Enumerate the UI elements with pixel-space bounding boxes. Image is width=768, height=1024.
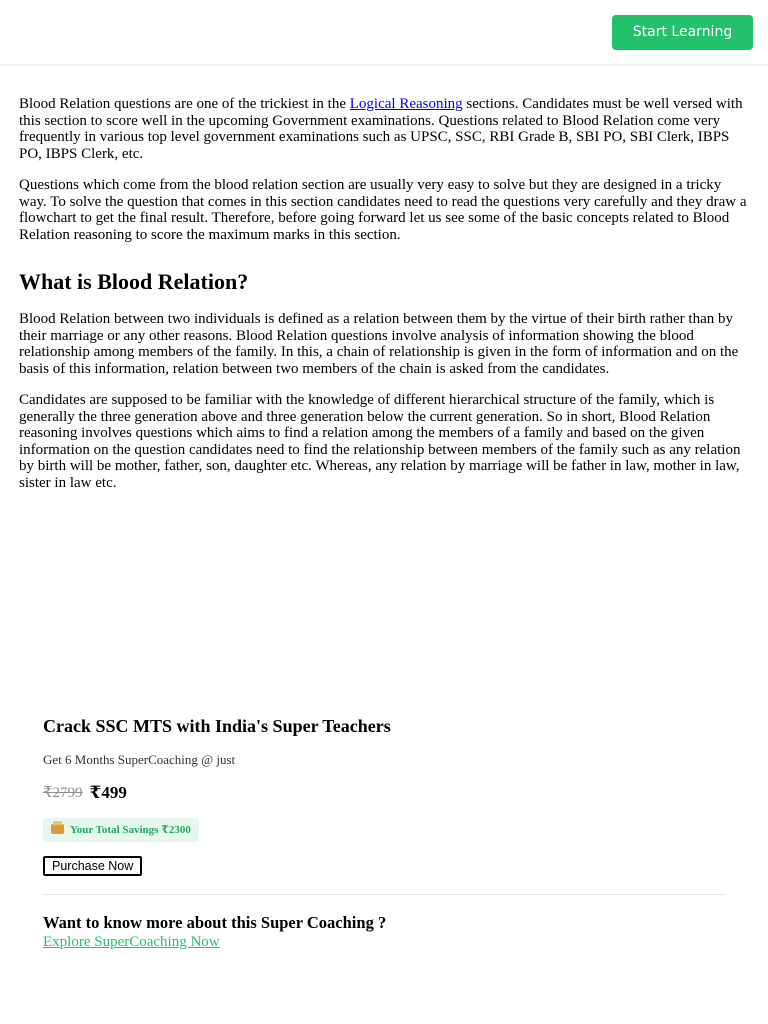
more-info-title: Want to know more about this Super Coaching ? xyxy=(43,913,387,932)
intro-text-before: Blood Relation questions are one of the trickiest in the xyxy=(19,96,350,112)
paragraph-2: Questions which come from the blood relation section are usually very easy to solve but they are designed in a tricky way. To solve the question that comes in this section candidates need to read the questions very carefully and they draw a flowchart to get the final result. Therefore, before going forward let us see some of the basic concepts related to Blood Relation reasoning to score the maximum marks in this section. xyxy=(19,177,747,243)
article-content xyxy=(19,96,747,506)
intro-paragraph xyxy=(19,96,747,162)
intro-text-after: sections. Candidates must be well versed with this section to score well in the upcoming Government examinations. Questions related to Blood Relation come very frequently in various top level government examinations such as UPSC, SSC, RBI Grade B, SBI PO, SBI Clerk, IBPS PO, IBPS Clerk, etc. xyxy=(19,96,743,162)
old-price: ₹2799 xyxy=(43,785,83,801)
divider xyxy=(43,894,725,895)
logical-reasoning-link[interactable]: Logical Reasoning xyxy=(349,96,463,112)
purchase-wrap xyxy=(43,856,725,876)
explore-supercoaching-link[interactable]: Explore SuperCoaching Now xyxy=(43,934,220,950)
promo-title: Crack SSC MTS with India's Super Teachers xyxy=(43,716,391,736)
section-heading: What is Blood Relation? xyxy=(19,269,249,294)
start-learning-button[interactable]: Start Learning xyxy=(612,15,753,50)
paragraph-3: Blood Relation between two individuals is defined as a relation between them by the virtue of their birth rather than by their marriage or any other reasons. Blood Relation questions involve analysis of information showing the blood relationship among members of the family. In this, a chain of relationship is given in the form of information and on the basis of this information, relation between two members of the chain is asked from the candidates. xyxy=(19,311,739,377)
purchase-now-button[interactable]: Purchase Now xyxy=(43,856,142,876)
supercoaching-promo xyxy=(43,714,725,951)
wallet-icon xyxy=(51,824,64,834)
savings-badge xyxy=(43,818,199,842)
savings-text: Your Total Savings ₹2300 xyxy=(70,824,191,836)
new-price: ₹499 xyxy=(89,783,127,802)
top-bar xyxy=(0,0,768,65)
paragraph-4: Candidates are supposed to be familiar with the knowledge of different hierarchical structure of the family, which is generally the three generation above and three generation below the current generation. So in short, Blood Relation reasoning involves questions which aims to find a relation among the members of a family and based on the given information on the question candidates need to find the relationship between members of the family such as any relation by birth will be mother, father, son, daughter etc. Whereas, any relation by marriage will be father in law, mother in law, sister in law etc. xyxy=(19,392,741,491)
price-row xyxy=(43,781,725,805)
promo-subtitle: Get 6 Months SuperCoaching @ just xyxy=(43,752,236,767)
